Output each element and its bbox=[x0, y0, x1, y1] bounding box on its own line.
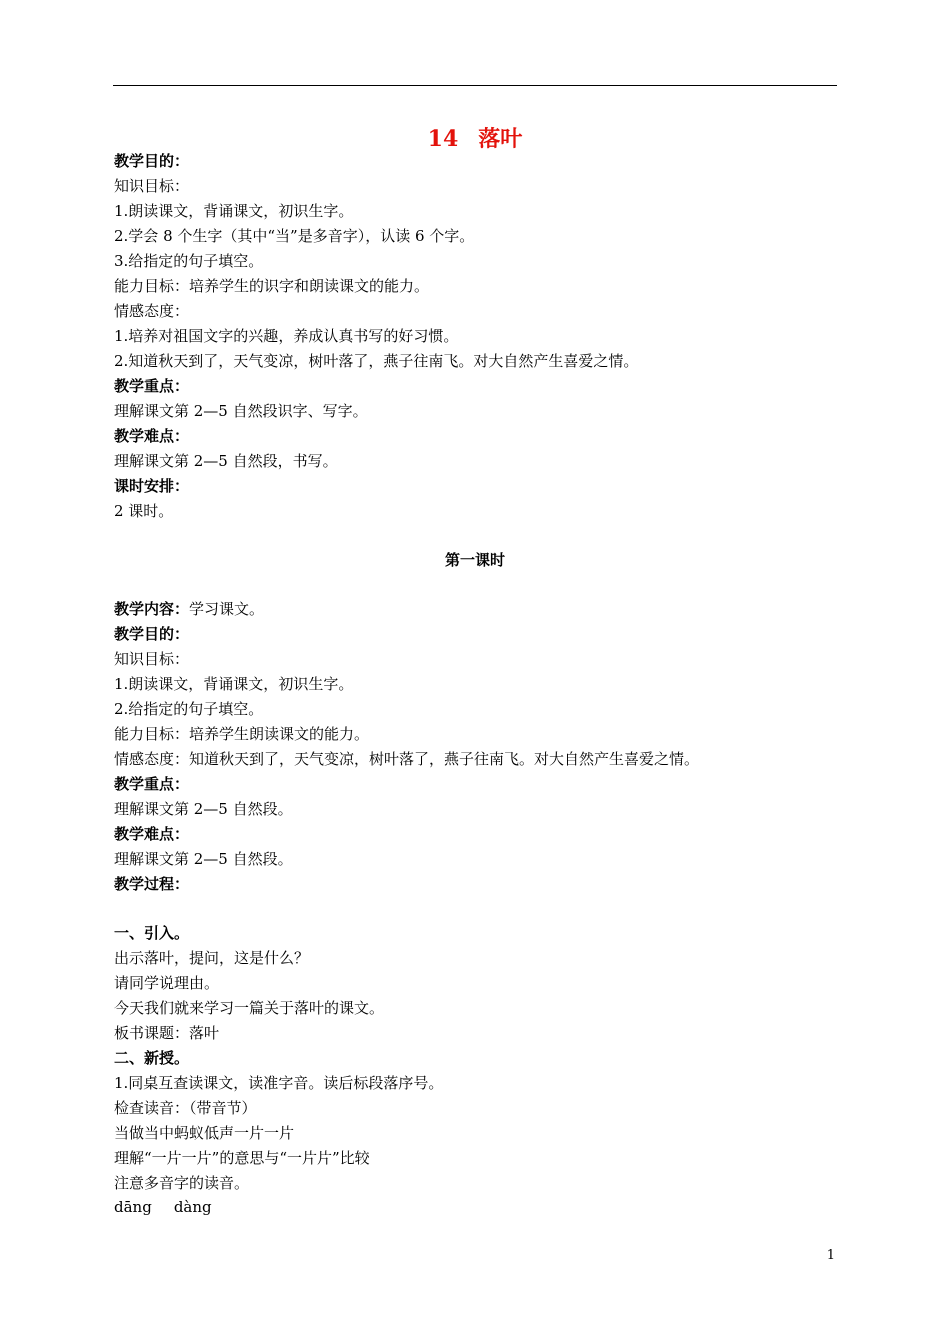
text-line: 3.给指定的句子填空。 bbox=[114, 252, 264, 270]
text-line: 知识目标： bbox=[114, 177, 190, 195]
text-line: 理解课文第 2—5 自然段。 bbox=[114, 850, 293, 868]
text-line: 二、新授。 bbox=[114, 1049, 190, 1067]
text-line: 知识目标： bbox=[114, 650, 190, 668]
text-line: 一、引入。 bbox=[114, 924, 190, 942]
text-line bbox=[114, 774, 189, 794]
text-line: 注意多音字的读音。 bbox=[114, 1174, 250, 1192]
line-label: 教学目的： bbox=[114, 625, 190, 643]
text-line: 教学重点： bbox=[114, 377, 190, 395]
text-line: 今天我们就来学习一篇关于落叶的课文。 bbox=[114, 999, 385, 1017]
header-rule bbox=[113, 85, 837, 86]
text-line: 理解课文第 2—5 自然段识字、写字。 bbox=[114, 402, 368, 420]
line-label: 教学内容： bbox=[114, 600, 190, 618]
text-line: 当做当中蚂蚁低声一片一片 bbox=[114, 1124, 295, 1142]
text-line: 教学难点： bbox=[114, 427, 190, 445]
text-line: 出示落叶，提问，这是什么？ bbox=[114, 949, 310, 967]
line-label: 教学重点： bbox=[114, 775, 190, 793]
text-line: 能力目标：培养学生朗读课文的能力。 bbox=[114, 725, 370, 743]
text-line: 请同学说理由。 bbox=[114, 974, 220, 992]
pinyin-line bbox=[114, 1197, 212, 1217]
line-label: 教学过程： bbox=[114, 875, 190, 893]
pinyin-dang4: dàng bbox=[173, 1198, 212, 1216]
text-line: 1.朗读课文，背诵课文，初识生字。 bbox=[114, 202, 354, 220]
text-line: 理解课文第 2—5 自然段。 bbox=[114, 800, 293, 818]
text-line bbox=[114, 624, 189, 644]
page-number: 1 bbox=[826, 1248, 835, 1263]
text-line: 情感态度： bbox=[114, 302, 190, 320]
text-line: 2.给指定的句子填空。 bbox=[114, 700, 264, 718]
text-line bbox=[114, 874, 189, 894]
line-label: 教学难点： bbox=[114, 825, 190, 843]
text-line: 1.同桌互查读课文，读准字音。读后标段落序号。 bbox=[114, 1074, 444, 1092]
text-line: 理解课文第 2—5 自然段，书写。 bbox=[114, 452, 338, 470]
line-text: 学习课文。 bbox=[189, 600, 265, 618]
text-line: 能力目标：培养学生的识字和朗读课文的能力。 bbox=[114, 277, 430, 295]
text-line: 理解“一片一片”的意思与“一片片”比较 bbox=[114, 1149, 370, 1167]
text-line: 课时安排： bbox=[114, 477, 190, 495]
text-line: 1.朗读课文，背诵课文，初识生字。 bbox=[114, 675, 354, 693]
text-line: 2 课时。 bbox=[114, 502, 174, 520]
text-line: 2.知道秋天到了，天气变凉，树叶落了，燕子往南飞。对大自然产生喜爱之情。 bbox=[114, 352, 639, 370]
text-line: 板书课题：落叶 bbox=[114, 1024, 220, 1042]
section-heading: 第一课时 bbox=[444, 551, 505, 569]
lesson-title-text: 落叶 bbox=[478, 126, 523, 152]
text-line: 1.培养对祖国文字的兴趣，养成认真书写的好习惯。 bbox=[114, 327, 459, 345]
lesson-title bbox=[0, 122, 950, 153]
text-line: 教学目的： bbox=[114, 152, 190, 170]
text-line: 2.学会 8 个生字（其中“当”是多音字），认读 6 个字。 bbox=[114, 227, 475, 245]
text-line bbox=[114, 599, 264, 619]
text-line bbox=[114, 824, 189, 844]
pinyin-dang1: dāng bbox=[114, 1198, 152, 1216]
text-line: 检查读音：（带音节） bbox=[114, 1099, 257, 1117]
lesson-number: 14 bbox=[427, 126, 459, 152]
text-line: 情感态度：知道秋天到了，天气变凉，树叶落了，燕子往南飞。对大自然产生喜爱之情。 bbox=[114, 750, 700, 768]
